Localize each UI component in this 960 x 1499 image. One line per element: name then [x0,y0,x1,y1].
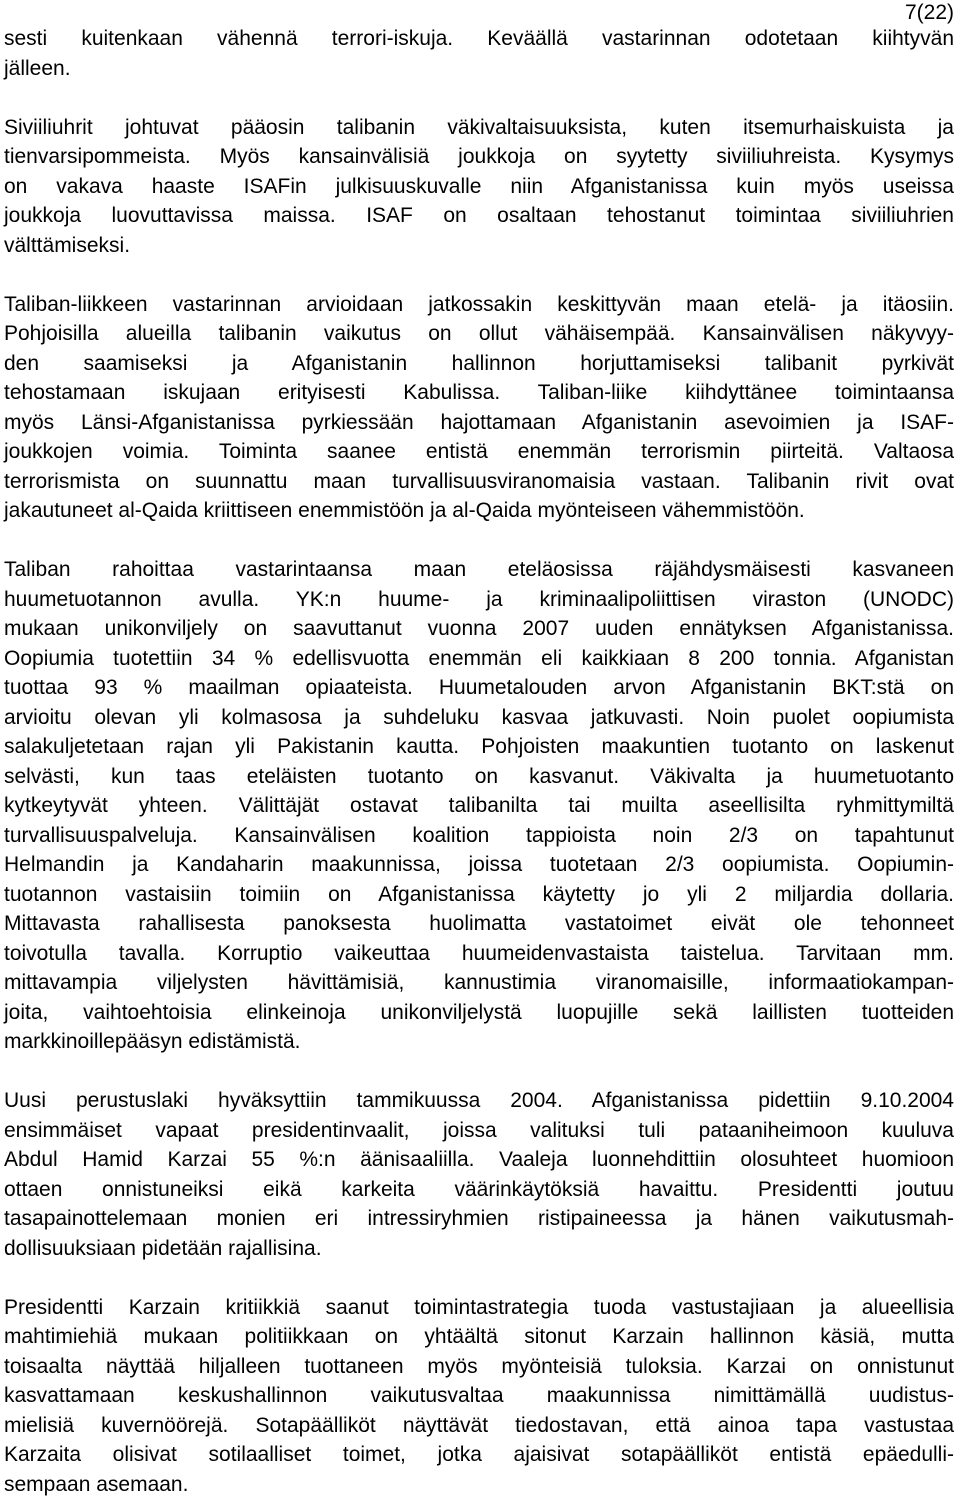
text-line: arvioitu olevan yli kolmasosa ja suhdeluku kasvaa jatkuvasti. Noin puolet oopiumista [4,703,954,733]
text-line: toisaalta näyttää hiljalleen tuottaneen myös myönteisiä tuloksia. Karzai on onnistunut [4,1352,954,1382]
text-line: markkinoillepääsyn edistämistä. [4,1027,954,1057]
text-line: den saamiseksi ja Afganistanin hallinnon horjuttamiseksi talibanit pyrkivät [4,349,954,379]
text-line: mahtimiehiä mukaan politiikkaan on yhtäältä sitonut Karzain hallinnon käsiä, mutta [4,1322,954,1352]
text-line: Helmandin ja Kandaharin maakunnissa, joissa tuotetaan 2/3 oopiumista. Oopiumin- [4,850,954,880]
text-line: tasapainottelemaan monien eri intressiryhmien ristipaineessa ja hänen vaikutusmah- [4,1204,954,1234]
text-line: kytkeytyvät yhteen. Välittäjät ostavat talibanilta tai muilta aseellisilta ryhmittymiltä [4,791,954,821]
text-line: ottaen onnistuneiksi eikä karkeita väärinkäytöksiä havaittu. Presidentti joutuu [4,1175,954,1205]
text-line: dollisuuksiaan pidetään rajallisina. [4,1234,954,1264]
paragraph [4,113,954,261]
paragraph [4,555,954,1057]
text-line: sesti kuitenkaan vähennä terrori-iskuja. Keväällä vastarinnan odotetaan kiihtyvän [4,24,954,54]
paragraph [4,1086,954,1263]
text-line: joita, vaihtoehtoisia elinkeinoja unikonviljelystä luopujille sekä laillisten tuotteiden [4,998,954,1028]
text-line: selvästi, kun taas eteläisten tuotanto on kasvanut. Väkivalta ja huumetuotanto [4,762,954,792]
document-body [4,24,954,1499]
page-number: 7(22) [905,0,954,26]
text-line: joukkojen voimia. Toiminta saanee entistä enemmän terrorismin piirteitä. Valtaosa [4,437,954,467]
text-line: huumetuotannon avulla. YK:n huume- ja kriminaalipoliittisen viraston (UNODC) [4,585,954,615]
text-line: myös Länsi-Afganistanissa pyrkiessään hajottamaan Afganistanin asevoimien ja ISAF- [4,408,954,438]
text-line: on vakava haaste ISAFin julkisuuskuvalle niin Afganistanissa kuin myös useissa [4,172,954,202]
paragraph [4,290,954,526]
paragraph [4,1293,954,1499]
text-line: terrorismista on suunnattu maan turvallisuusviranomaisia vastaan. Talibanin rivit ovat [4,467,954,497]
text-line: joukkoja luovuttavissa maissa. ISAF on osaltaan tehostanut toimintaa siviiliuhrien [4,201,954,231]
text-line: tehostamaan iskujaan erityisesti Kabulissa. Taliban-liike kiihdyttänee toimintaansa [4,378,954,408]
text-line: salakuljetetaan rajan yli Pakistanin kautta. Pohjoisten maakuntien tuotanto on laskenut [4,732,954,762]
text-line: Uusi perustuslaki hyväksyttiin tammikuussa 2004. Afganistanissa pidettiin 9.10.2004 [4,1086,954,1116]
text-line: Abdul Hamid Karzai 55 %:n äänisaaliilla. Vaaleja luonnehdittiin olosuhteet huomioon [4,1145,954,1175]
text-line: jakautuneet al-Qaida kriittiseen enemmistöön ja al-Qaida myönteiseen vähemmistöön. [4,496,954,526]
paragraph [4,24,954,83]
text-line: Taliban-liikkeen vastarinnan arvioidaan jatkossakin keskittyvän maan etelä- ja itäosiin. [4,290,954,320]
text-line: mielisiä kuvernöörejä. Sotapäälliköt näyttävät tiedostavan, että ainoa tapa vastustaa [4,1411,954,1441]
text-line: tuotannon vastaisiin toimiin on Afganistanissa käytetty jo yli 2 miljardia dollaria. [4,880,954,910]
text-line: mittavampia viljelysten hävittämisiä, kannustimia viranomaisille, informaatiokampan- [4,968,954,998]
text-line: Pohjoisilla alueilla talibanin vaikutus on ollut vähäisempää. Kansainvälisen näkyvyy- [4,319,954,349]
text-line: Presidentti Karzain kritiikkiä saanut toimintastrategia tuoda vastustajiaan ja alueellisia [4,1293,954,1323]
text-line: tienvarsipommeista. Myös kansainvälisiä joukkoja on syytetty siviiliuhreista. Kysymys [4,142,954,172]
text-line: ensimmäiset vapaat presidentinvaalit, joissa valituksi tuli pataaniheimoon kuuluva [4,1116,954,1146]
text-line: Mittavasta rahallisesta panoksesta huolimatta vastatoimet eivät ole tehonneet [4,909,954,939]
text-line: turvallisuuspalveluja. Kansainvälisen koalition tappioista noin 2/3 on tapahtunut [4,821,954,851]
text-line: välttämiseksi. [4,231,954,261]
text-line: jälleen. [4,54,954,84]
text-line: toivotulla tavalla. Korruptio vaikeuttaa huumeidenvastaista taistelua. Tarvitaan mm. [4,939,954,969]
text-line: Karzaita olisivat sotilaalliset toimet, jotka ajaisivat sotapäälliköt entistä epäedulli- [4,1440,954,1470]
text-line: mukaan unikonviljely on saavuttanut vuonna 2007 uuden ennätyksen Afganistanissa. [4,614,954,644]
text-line: kasvattamaan keskushallinnon vaikutusvaltaa maakunnissa nimittämällä uudistus- [4,1381,954,1411]
text-line: Oopiumia tuotettiin 34 % edellisvuotta enemmän eli kaikkiaan 8 200 tonnia. Afganistan [4,644,954,674]
text-line: tuottaa 93 % maailman opiaateista. Huumetalouden arvon Afganistanin BKT:stä on [4,673,954,703]
text-line: Siviiliuhrit johtuvat pääosin talibanin väkivaltaisuuksista, kuten itsemurhaiskuista ja [4,113,954,143]
text-line: sempaan asemaan. [4,1470,954,1499]
text-line: Taliban rahoittaa vastarintaansa maan eteläosissa räjähdysmäisesti kasvaneen [4,555,954,585]
